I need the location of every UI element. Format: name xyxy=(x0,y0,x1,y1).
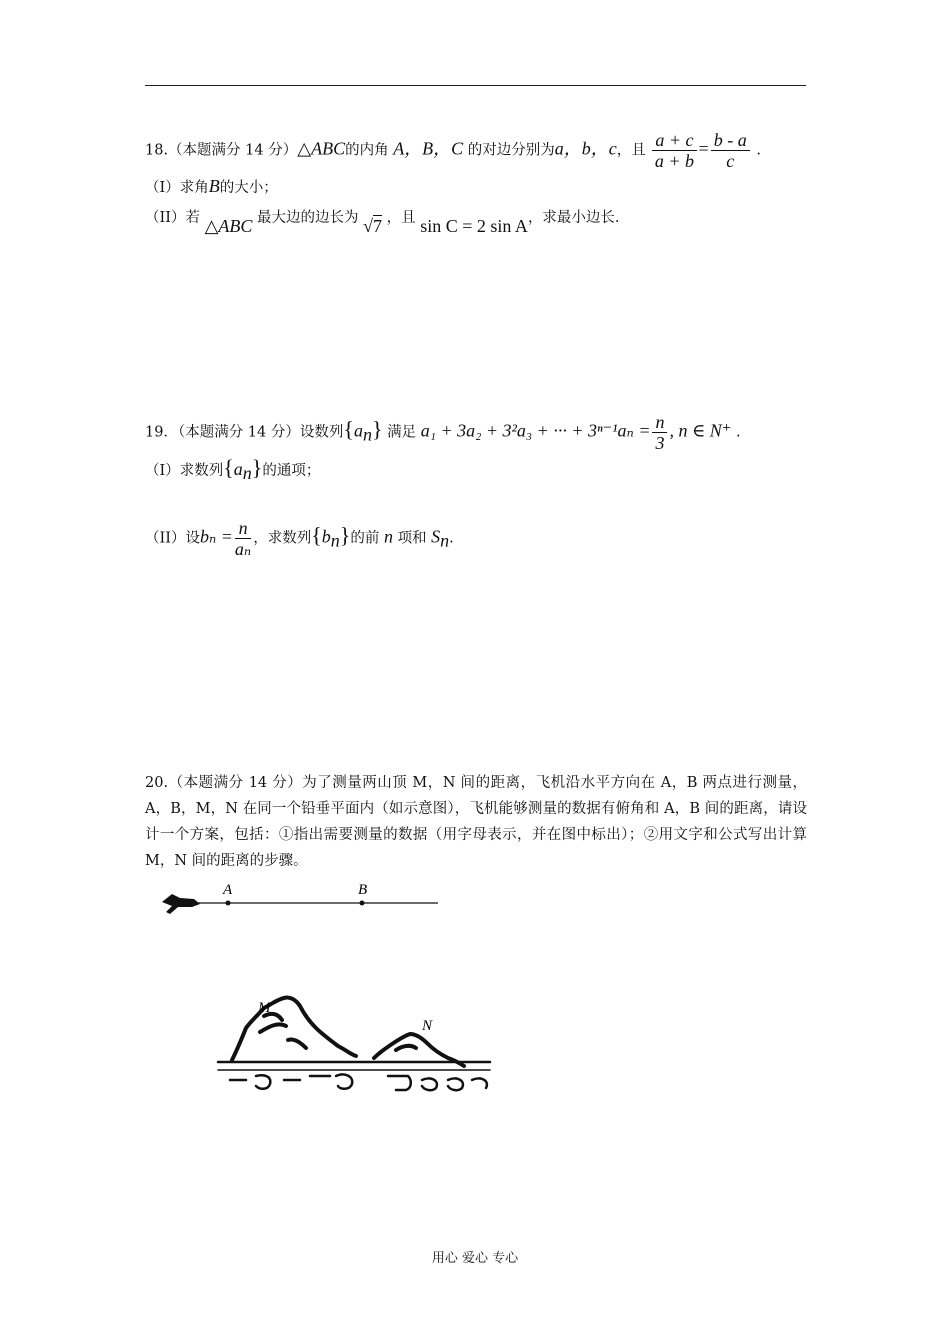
q18-part2 xyxy=(145,206,620,236)
water-sketch xyxy=(218,1062,490,1090)
q19-part1: （I）求数列$\{a_n\}$的通项； xyxy=(145,455,321,483)
q20-figure xyxy=(160,880,500,1110)
q18-period: . xyxy=(756,142,761,159)
label-n: N xyxy=(422,1018,433,1034)
q19-part2-s: S xyxy=(431,526,441,547)
q19-part1-label: （I）求数列 xyxy=(145,463,224,479)
header-rule xyxy=(145,85,806,86)
q19-part2-sub: n xyxy=(330,530,340,551)
q18-equals: = xyxy=(698,138,709,159)
airplane-icon xyxy=(162,894,200,914)
q19-sub-n: n xyxy=(362,424,372,445)
q18-part2-text-2: ，且 xyxy=(386,210,416,226)
q18-part1-text: 的大小； xyxy=(219,180,278,196)
q19-part2-seq: b xyxy=(321,526,331,547)
q18-text: 的内角 xyxy=(345,142,389,159)
q18-part2-triangle: △ABC xyxy=(204,216,253,236)
label-m: M xyxy=(258,1000,271,1016)
q18-fraction-left: $\frac{a + c}{a + b}$ xyxy=(652,130,696,171)
label-a: A xyxy=(223,882,233,898)
q18-text-2: 的对边分别为 xyxy=(467,142,555,159)
q19-seq-a: a xyxy=(353,420,363,441)
q18-part1-label: （I）求角 xyxy=(145,180,209,196)
q18-triangle: △ABC xyxy=(297,138,346,159)
q19-part2-text: ，求数列 xyxy=(253,530,312,547)
q20-text: 20.（本题满分 14 分）为了测量两山顶 M，N 间的距离，飞机沿水平方向在 A，B 两点进行测量，A，B，M，N 在同一个铅垂平面内（如示意图），飞机能够测量的数据有俯角和 A，B 间的距离，请设计一个方案，包括：①指出需要测量的数据（用字母表示，并在图中标出）；②用文字和公式写出计算 M，N 间的距离的步骤。 xyxy=(145,775,807,869)
q19-part2-fraction: $\frac{n}{\text{aₙ}}$ xyxy=(234,518,252,559)
q19-part2-var: bₙ = xyxy=(199,526,233,547)
q18-part2-text: 最大边的边长为 xyxy=(257,210,359,226)
q19-fraction: $\frac{n}{3}$ xyxy=(652,412,667,453)
label-b: B xyxy=(358,882,368,898)
q19-part2-period: . xyxy=(449,530,454,547)
q18-sides: a，b，c xyxy=(554,138,617,159)
q19-formula: a₁ + 3a₂ + 3²a₃ + ··· + 3ⁿ⁻¹aₙ = xyxy=(420,420,651,441)
q19-tail: , n ∈ N⁺ xyxy=(669,420,732,441)
q19-period: . xyxy=(735,424,741,441)
q19-number: 19．（本题满分 14 分）设数列 xyxy=(145,424,344,441)
sqrt-symbol: √7 xyxy=(363,216,383,236)
point-a xyxy=(226,901,231,906)
q19-part2-label: （II）设 xyxy=(145,530,200,547)
q19-part2-text-3: 项和 xyxy=(397,530,427,547)
q19-part2-n: n xyxy=(383,526,393,547)
q19-part1-text: 的通项； xyxy=(262,463,321,479)
q18-text-3: ，且 xyxy=(616,142,646,159)
q18-fraction-right: $\frac{b - a}{c}$ xyxy=(711,130,750,171)
q18-part1 xyxy=(145,176,278,198)
q19-header: 19．（本题满分 14 分）设数列$\{a_n\}$ 满足 a₁ + 3a₂ + 3²a₃ + ··· + 3ⁿ⁻¹aₙ = $\frac{n}{3}$ , n ∈ N⁺ . xyxy=(145,412,741,453)
page-footer: 用心 爱心 专心 xyxy=(431,1251,519,1266)
q18-number: 18.（本题满分 14 分） xyxy=(145,142,298,159)
q19-part2: （II）设bₙ = $\frac{n}{\text{aₙ}}$ ，求数列$\{b_n\}$的前 n 项和 $S_n$. xyxy=(145,518,454,559)
q18-part1-var: B xyxy=(208,176,220,196)
q19-part2-text-2: 的前 xyxy=(350,530,380,547)
q18-part2-formula: sin C = 2 sin A xyxy=(420,216,528,236)
q19-part1-seq: a xyxy=(233,459,243,479)
q19-part2-s-sub: n xyxy=(440,530,450,551)
q18-header xyxy=(145,130,761,171)
q18-angles: A，B，C xyxy=(393,138,464,159)
point-b xyxy=(360,901,365,906)
q18-part2-text-3: ，求最小边长. xyxy=(527,210,620,226)
q19-part1-sub: n xyxy=(242,462,252,483)
q19-text: 满足 xyxy=(387,424,417,441)
q18-part2-label: （II）若 xyxy=(145,210,200,226)
